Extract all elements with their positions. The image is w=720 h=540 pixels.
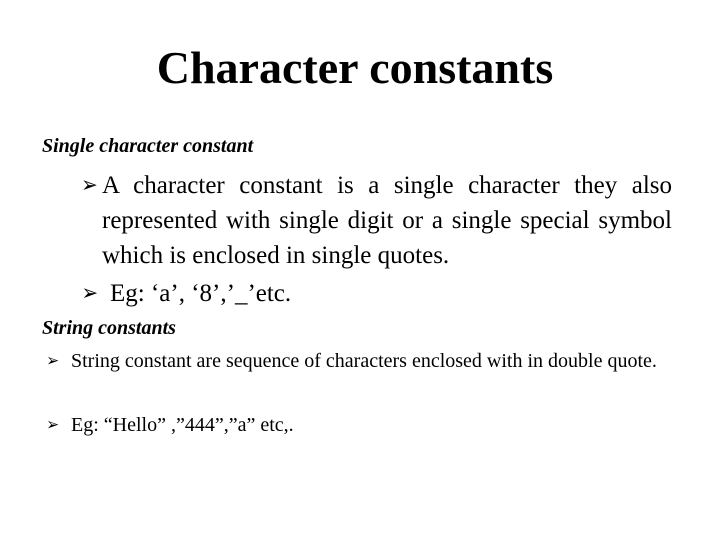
arrow-bullet-icon: ➢	[46, 415, 60, 435]
bullet-text: Eg: “Hello” ,”444”,”a” etc,.	[71, 414, 294, 436]
bullet-string-constant-example	[45, 413, 672, 438]
bullet-text: Eg: ‘a’, ‘8’,’_’etc.	[110, 280, 292, 307]
bullet-character-constant-definition	[80, 168, 672, 273]
arrow-bullet-icon: ➢	[46, 351, 60, 371]
bullet-character-constant-example	[80, 276, 672, 311]
section-heading-single-character: Single character constant	[42, 135, 254, 157]
arrow-bullet-icon: ➢	[81, 173, 98, 198]
slide-title: Character constants	[156, 42, 554, 93]
arrow-bullet-icon: ➢	[81, 281, 99, 306]
bullet-string-constant-definition	[45, 349, 672, 374]
bullet-text: A character constant is a single character they also represented with single digit or a single special symbol which is enclosed in single quotes.	[102, 172, 672, 269]
bullet-text: String constant are sequence of characters enclosed with in double quote.	[71, 350, 657, 372]
section-heading-string-constants: String constants	[42, 317, 176, 339]
